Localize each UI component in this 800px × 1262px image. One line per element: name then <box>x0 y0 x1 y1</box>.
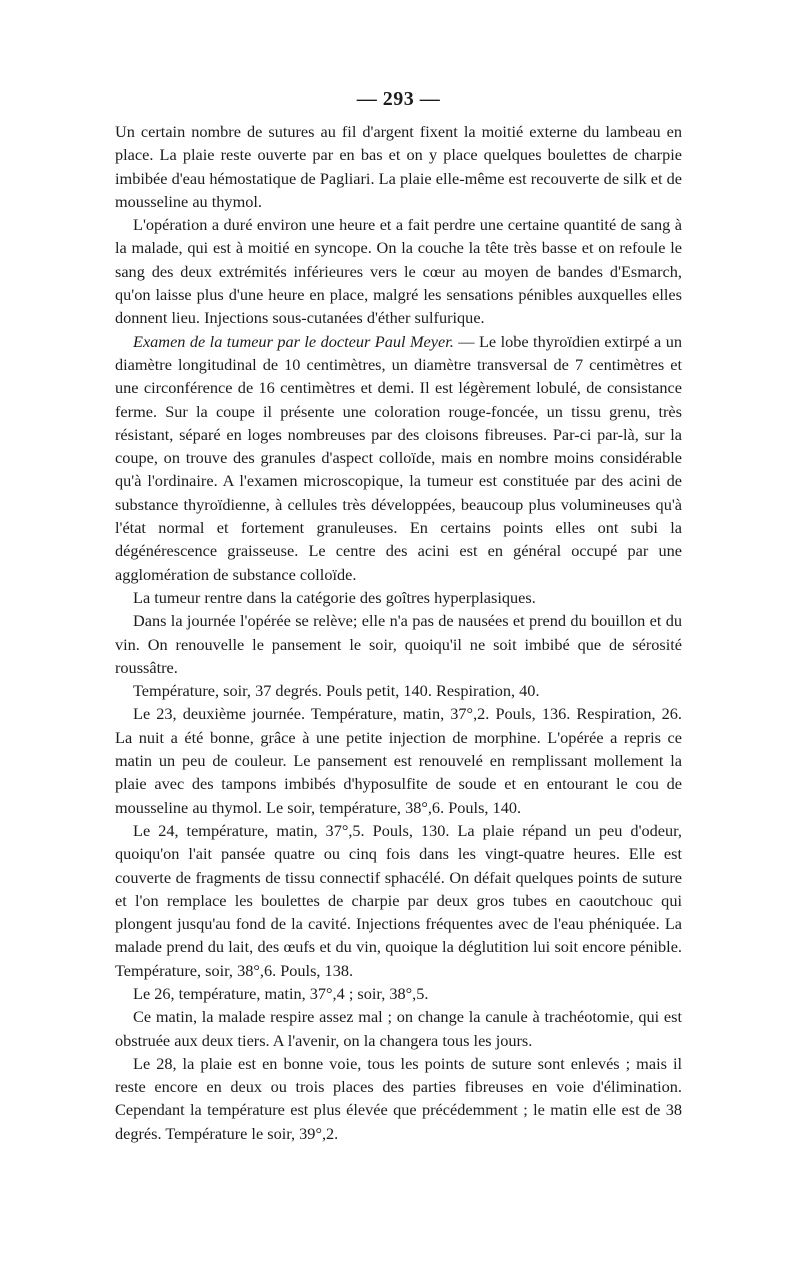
paragraph-journee: Dans la journée l'opérée se relève; elle n'a pas de nausées et prend du bouillon et du vin. On renouvelle le pansement le soir, quoiqu'il ne soit imbibé que de sérosité roussâtre. <box>115 611 682 677</box>
paragraph-categorie: La tumeur rentre dans la catégorie des goîtres hyperplasiques. <box>133 587 536 607</box>
paragraph-le-28: Le 28, la plaie est en bonne voie, tous les points de suture sont enlevés ; mais il reste encore en deux ou trois places des parties fibreuses en voie d'élimination. Cependant la température est plus élevée que précédemment ; le matin elle est de 38 degrés. Température le soir, 39°,2. <box>115 1053 682 1143</box>
page-number: — 293 — <box>356 88 441 110</box>
paragraph-temperature-soir: Température, soir, 37 degrés. Pouls petit, 140. Respiration, 40. <box>133 681 540 701</box>
paragraph-sutures: Un certain nombre de sutures au fil d'argent fixent la moitié externe du lambeau en place. La plaie reste ouverte par en bas et on y place quelques boulettes de charpie imbibée d'eau hémostatique de Pagliari. La plaie elle-même est recouverte de silk et de mousseline au thymol. <box>115 122 682 211</box>
paragraph-operation: L'opération a duré environ une heure et a fait perdre une certaine quantité de sang à la malade, qui est à moitié en syncope. On la couche la tête très basse et on refoule le sang des deux extrémités inférieures vers le cœur au moyen de bandes d'Esmarch, qu'on laisse plus d'une heure en place, malgré les sensations pénibles auxquelles elles donnent lieu. Injections sous-cutanées d'éther sulfurique. <box>115 215 682 328</box>
paragraph-ce-matin: Ce matin, la malade respire assez mal ; on change la canule à trachéotomie, qui est obstruée aux deux tiers. A l'avenir, on la changera tous les jours. <box>115 1007 682 1050</box>
paragraph-le-26: Le 26, température, matin, 37°,4 ; soir, 38°,5. <box>133 983 429 1003</box>
examen-text: — Le lobe thyroïdien extirpé a un diamètre longitudinal de 10 centimètres, un diamètre transversal de 7 centimètres et une circonférence de 16 centimètres et demi. Il est légèrement lobulé, de consistance ferme. Sur la coupe il présente une coloration rouge-foncée, un tissu grenu, très résistant, séparé en loges nombreuses par des cloisons fibreuses. Par-ci par-là, sur la coupe, on trouve des granules d'aspect colloïde, mais en nombre moins considérable qu'à l'ordinaire. A l'examen microscopique, la tumeur est constituée par des acini de substance thyroïdienne, à cellules très développées, beaucoup plus volumineuses qu'à l'état normal et fortement granuleuses. En certains points elles ont subi la dégénérescence graisseuse. Le centre des acini est en général occupé par une agglomération de substance colloïde. <box>115 331 683 584</box>
examen-heading: Examen de la tumeur par le docteur Paul Meyer. <box>133 331 454 351</box>
paragraph-le-23: Le 23, deuxième journée. Température, matin, 37°,2. Pouls, 136. Respiration, 26. La nuit a été bonne, grâce à une petite injection de morphine. L'opérée a repris ce matin un peu de couleur. Le pansement est renouvelé en remplissant mollement la plaie avec des tampons imbibés d'hyposulfite de soude et en entourant le cou de mousseline au thymol. Le soir, température, 38°,6. Pouls, 140. <box>115 704 682 817</box>
page-body <box>115 86 682 1145</box>
paragraph-le-24: Le 24, température, matin, 37°,5. Pouls, 130. La plaie répand un peu d'odeur, quoiqu'on l'ait pansée quatre ou cinq fois dans les vingt-quatre heures. Elle est couverte de fragments de tissu connectif sphacélé. On défait quelques points de suture et l'on remplace les boulettes de charpie par deux gros tubes en caoutchouc qui plongent jusqu'au fond de la cavité. Injections fréquentes avec de l'eau phéniquée. La malade prend du lait, des œufs et du vin, quoique la déglutition lui soit encore pénible. Température, soir, 38°,6. Pouls, 138. <box>115 820 682 980</box>
paragraph-examen <box>115 330 682 586</box>
